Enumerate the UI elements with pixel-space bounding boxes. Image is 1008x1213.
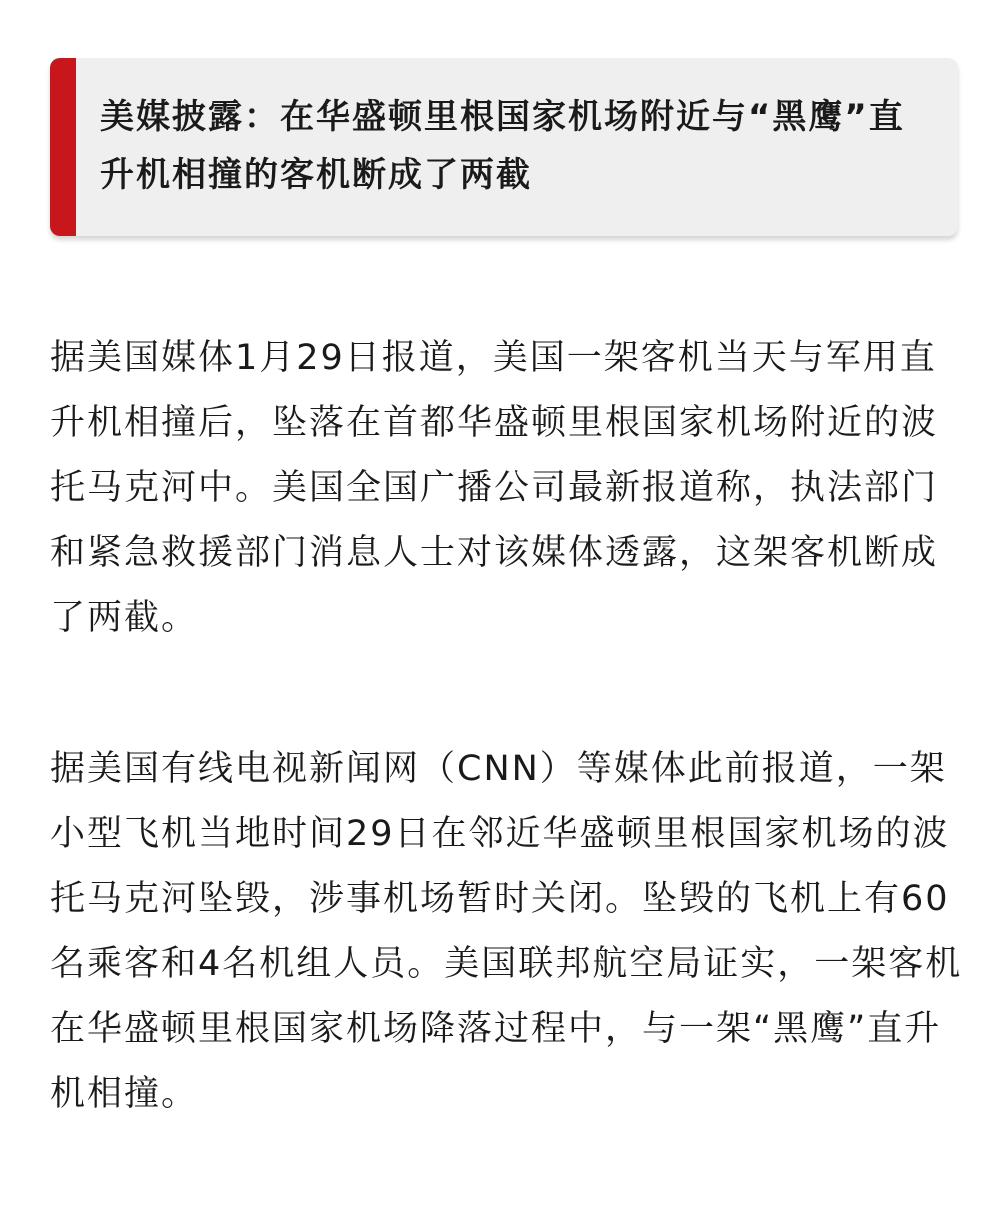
headline-card [50, 58, 958, 236]
article-paragraph-1: 据美国媒体1月29日报道，美国一架客机当天与军用直升机相撞后，坠落在首都华盛顿里根国家机场附近的波托马克河中。美国全国广播公司最新报道称，执法部门和紧急救援部门消息人士对该媒体透露，这架客机断成了两截。 [50, 338, 939, 638]
article-paragraph-2: 据美国有线电视新闻网（CNN）等媒体此前报道，一架小型飞机当地时间29日在邻近华盛顿里根国家机场的波托马克河坠毁，涉事机场暂时关闭。坠毁的飞机上有60名乘客和4名机组人员。美国联邦航空局证实，一架客机在华盛顿里根国家机场降落过程中，与一架“黑鹰”直升机相撞。 [50, 749, 963, 1114]
headline-title: 美媒披露：在华盛顿里根国家机场附近与“黑鹰”直升机相撞的客机断成了两截 [100, 97, 905, 195]
headline-accent-bar [50, 58, 76, 236]
article-body [50, 326, 965, 1213]
